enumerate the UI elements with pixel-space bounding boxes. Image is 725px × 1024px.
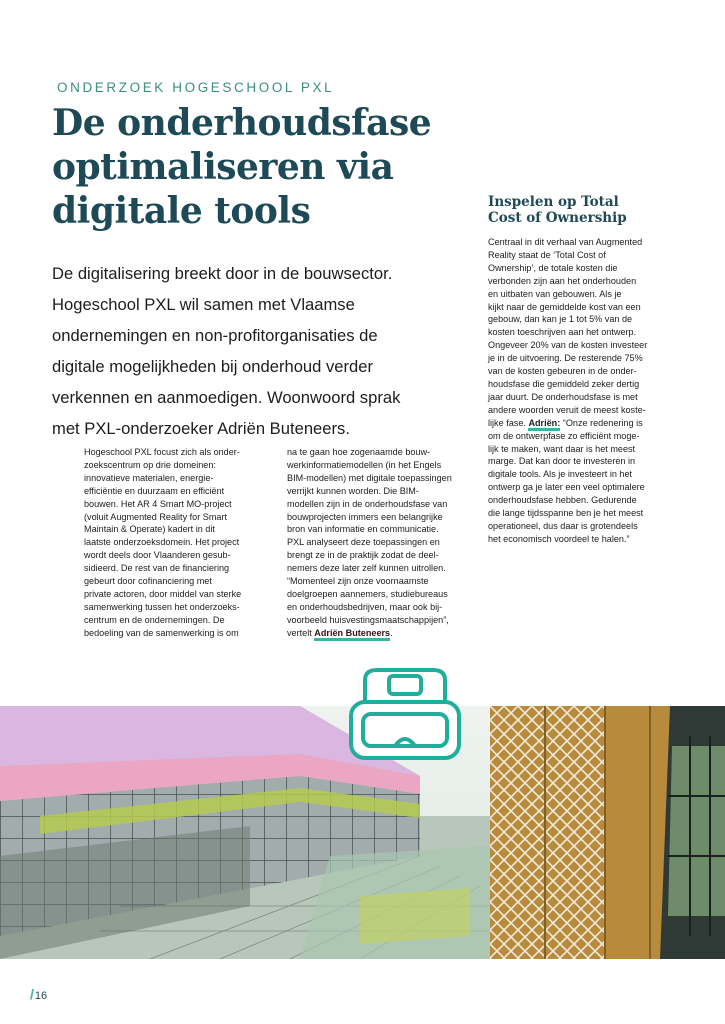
highlighted-name: Adriën Buteneers (314, 628, 390, 641)
lead-paragraph: De digitalisering breekt door in de bouwsector. Hogeschool PXL wil samen met Vlaamse ondernemingen en non-profitorganisaties de digitale mogelijkheden bij onderhoud verder verkennen en aanmoedigen. Woonwoord sprak met PXL-onderzoeker Adriën Buteneers. (52, 264, 401, 438)
section-kicker: ONDERZOEK HOGESCHOOL PXL (57, 80, 335, 95)
body-column-2 (287, 446, 477, 640)
page-number (30, 986, 47, 1002)
page-number-value: 16 (34, 990, 48, 1002)
sidebar-text-after: “Onze redenering is om de ontwerpfase zo efficiënt moge- lijk te maken, want daar is het meest marge. Dat kan door te investeren in digitale tools. Als je investeert in het ontwerp ga je later een veel optimalere onderhoudsfase hebben. Gedurende die lange tijdsspanne ben je het meest operationeel, dus daar is grotendeels het economisch voordeel te halen.” (488, 417, 645, 544)
sidebar-highlighted-name: Adriën: (528, 418, 560, 431)
vr-headset-icon (345, 662, 467, 768)
body-column-2-text: na te gaan hoe zogenaamde bouw- werkinformatiemodellen (in het Engels BIM-modellen) met digitale toepassingen verrijkt kunnen worden. Die BIM- modellen zijn in de onderhoudsfase van bouwprojecten immers een belangrijke bron van informatie en communicatie. PXL analyseert deze toepassingen en brengt ze in de praktijk zodat de deel- nemers deze later zelf kunnen uitrollen. “Momenteel zijn onze voornaamste doelgroepen aannemers, studiebureaus en onderhoudsbedrijven, maar ook bij- voorbeeld huisvestingsmaatschappijen”, vertelt (287, 447, 452, 638)
page-title: De onderhoudsfase optimaliseren via digitale tools (52, 102, 432, 232)
sidebar-text (488, 236, 683, 546)
sidebar-heading: Inspelen op Total Cost of Ownership (488, 194, 627, 226)
body-column-1: Hogeschool PXL focust zich als onder- zoekscentrum op drie domeinen: innovatieve materialen, energie- efficiëntie en duurzaam en efficiënt bouwen. Het AR 4 Smart MO-project (voluit Augmented Reality for Smart Maintain & Operate) kadert in dit laatste onderzoeksdomein. Het project wordt deels door Vlaanderen gesub- sidieerd. De rest van de financiering gebeurt door cofinanciering met private actoren, door middel van sterke samenwerking tussen het onderzoeks- centrum en de ondernemingen. De bedoeling van de samenwerking is om (84, 447, 242, 638)
sidebar-text-before: Centraal in dit verhaal van Augmented Reality staat de ‘Total Cost of Ownership’, de totale kosten die verbonden zijn aan het onderhouden en uitbaten van gebouwen. Als je kijkt naar de gemiddelde kost van een gebouw, dan kan je 1 tot 5% van de kosten toeschrijven aan het ontwerp. Ongeveer 20% van de kosten investeer je in de uitvoering. De resterende 75% van de kosten gebeuren in de onder- houdsfase die gemiddeld zeker dertig jaar duurt. De onderhoudsfase is met andere woorden veruit de meest koste- lijke fase. (488, 237, 648, 428)
body-column-2-end: . (390, 627, 393, 638)
folio-slash: / (30, 986, 34, 1002)
